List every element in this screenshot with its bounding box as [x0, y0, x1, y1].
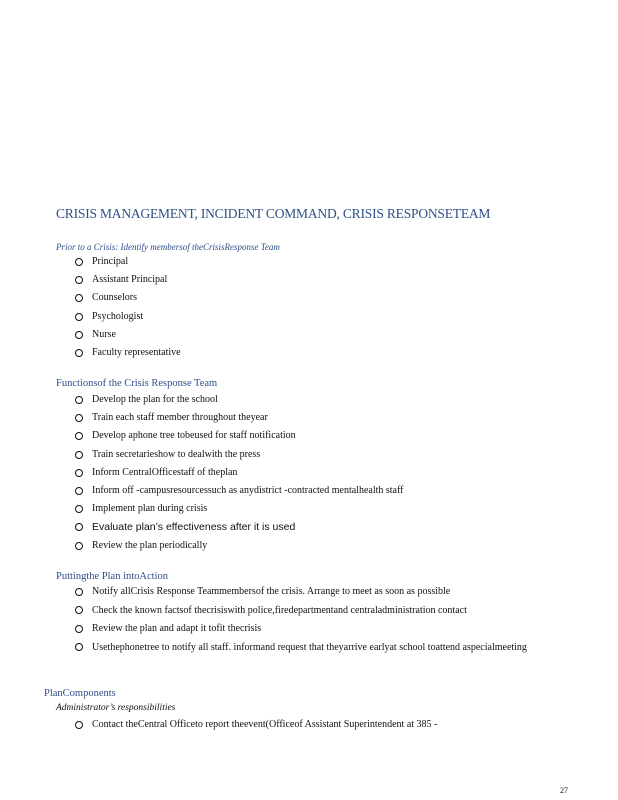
hollow-bullet-icon: [75, 625, 83, 633]
components-list: [74, 716, 554, 734]
list-item: Assistant Principal: [74, 271, 544, 289]
hollow-bullet-icon: [75, 588, 83, 596]
list-item: Faculty representative: [74, 344, 544, 362]
list-item: Develop the plan for the school: [74, 391, 544, 409]
list-item: Evaluate plan’s effectiveness after it is used: [74, 518, 544, 536]
hollow-bullet-icon: [75, 606, 83, 614]
list-item: Review the plan periodically: [74, 537, 544, 555]
list-item: Develop aphone tree tobeused for staff notification: [74, 427, 544, 445]
hollow-bullet-icon: [75, 487, 83, 495]
hollow-bullet-icon: [75, 276, 83, 284]
hollow-bullet-icon: [75, 258, 83, 266]
hollow-bullet-icon: [75, 451, 83, 459]
hollow-bullet-icon: [75, 523, 83, 531]
list-item: Contact theCentral Officeto report theevent(Officeof Assistant Superintendent at 385 -: [74, 716, 554, 734]
administrator-responsibilities-label: Administrator’s responsibilities: [56, 703, 176, 713]
hollow-bullet-icon: [75, 469, 83, 477]
hollow-bullet-icon: [75, 542, 83, 550]
action-list: [74, 583, 544, 657]
hollow-bullet-icon: [75, 721, 83, 729]
list-item: Inform CentralOfficestaff of theplan: [74, 464, 544, 482]
list-item: Train secretarieshow to dealwith the press: [74, 446, 544, 464]
hollow-bullet-icon: [75, 313, 83, 321]
functions-heading: Functionsof the Crisis Response Team: [56, 378, 218, 389]
plan-components-heading: PlanComponents: [44, 688, 116, 699]
action-heading: Puttingthe Plan intoAction: [56, 571, 168, 582]
crisis-team-members-list: [74, 253, 544, 362]
section-title: CRISIS MANAGEMENT, INCIDENT COMMAND, CRISIS RESPONSETEAM: [56, 206, 491, 221]
hollow-bullet-icon: [75, 643, 83, 651]
list-item: Notify allCrisis Response Teammembersof the crisis. Arrange to meet as soon as possible: [74, 583, 544, 601]
hollow-bullet-icon: [75, 432, 83, 440]
list-item: Psychologist: [74, 308, 544, 326]
list-item: Review the plan and adapt it tofit thecrisis: [74, 620, 544, 638]
list-item: Check the known factsof thecrisiswith police,firedepartmentand centraladministration contact: [74, 602, 544, 619]
list-item: Usethephonetree to notify all staff. informand request that theyarrive earlyat school toattend aspecialmeeting: [74, 639, 544, 656]
hollow-bullet-icon: [75, 294, 83, 302]
list-item: Counselors: [74, 289, 544, 307]
hollow-bullet-icon: [75, 331, 83, 339]
hollow-bullet-icon: [75, 349, 83, 357]
list-item: Nurse: [74, 326, 544, 344]
prior-to-crisis-heading: Prior to a Crisis: Identify membersof theCrisisResponse Team: [56, 242, 280, 252]
page-number: 27: [560, 786, 568, 795]
hollow-bullet-icon: [75, 505, 83, 513]
functions-list: [74, 391, 544, 555]
list-item: Principal: [74, 253, 544, 271]
hollow-bullet-icon: [75, 414, 83, 422]
list-item: Train each staff member throughout theyear: [74, 409, 544, 427]
list-item: Inform off -campusresourcessuch as anydistrict -contracted mentalhealth staff: [74, 482, 544, 500]
list-item: Implement plan during crisis: [74, 500, 544, 518]
hollow-bullet-icon: [75, 396, 83, 404]
